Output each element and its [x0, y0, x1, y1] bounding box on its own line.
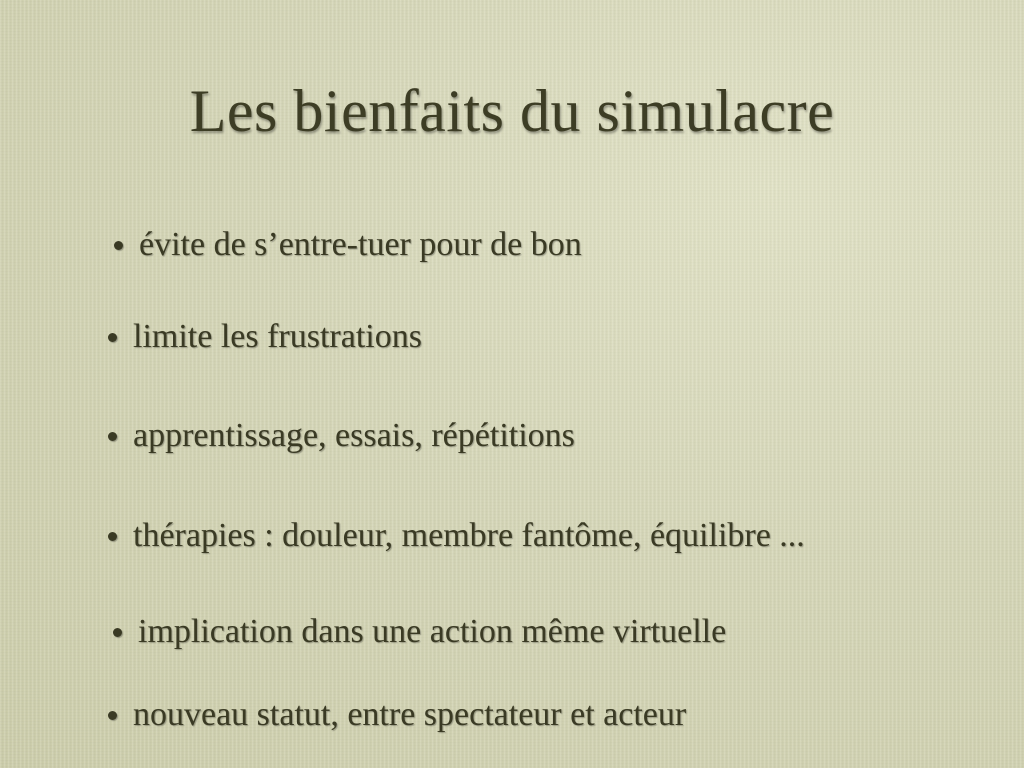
- bullet-text: implication dans une action même virtuelle: [138, 613, 727, 650]
- bullet-dot-icon: [108, 432, 117, 441]
- bullet-item: [108, 314, 422, 360]
- slide-title: Les bienfaits du simulacre: [189, 78, 835, 144]
- bullet-text: nouveau statut, entre spectateur et acteur: [133, 696, 687, 733]
- bullet-dot-icon: [114, 241, 123, 250]
- bullet-item: [113, 609, 726, 655]
- bullet-dot-icon: [108, 333, 117, 342]
- bullet-dot-icon: [113, 628, 122, 637]
- bullet-text: apprentissage, essais, répétitions: [133, 417, 575, 454]
- bullet-item: [108, 692, 686, 738]
- bullet-text: limite les frustrations: [133, 318, 422, 355]
- bullet-item: [108, 513, 805, 559]
- bullet-text: thérapies : douleur, membre fantôme, équilibre ...: [133, 517, 805, 554]
- bullet-item: [108, 413, 575, 459]
- bullet-text: évite de s’entre-tuer pour de bon: [139, 226, 582, 263]
- bullet-dot-icon: [108, 532, 117, 541]
- bullet-item: [114, 222, 582, 268]
- bullet-dot-icon: [108, 711, 117, 720]
